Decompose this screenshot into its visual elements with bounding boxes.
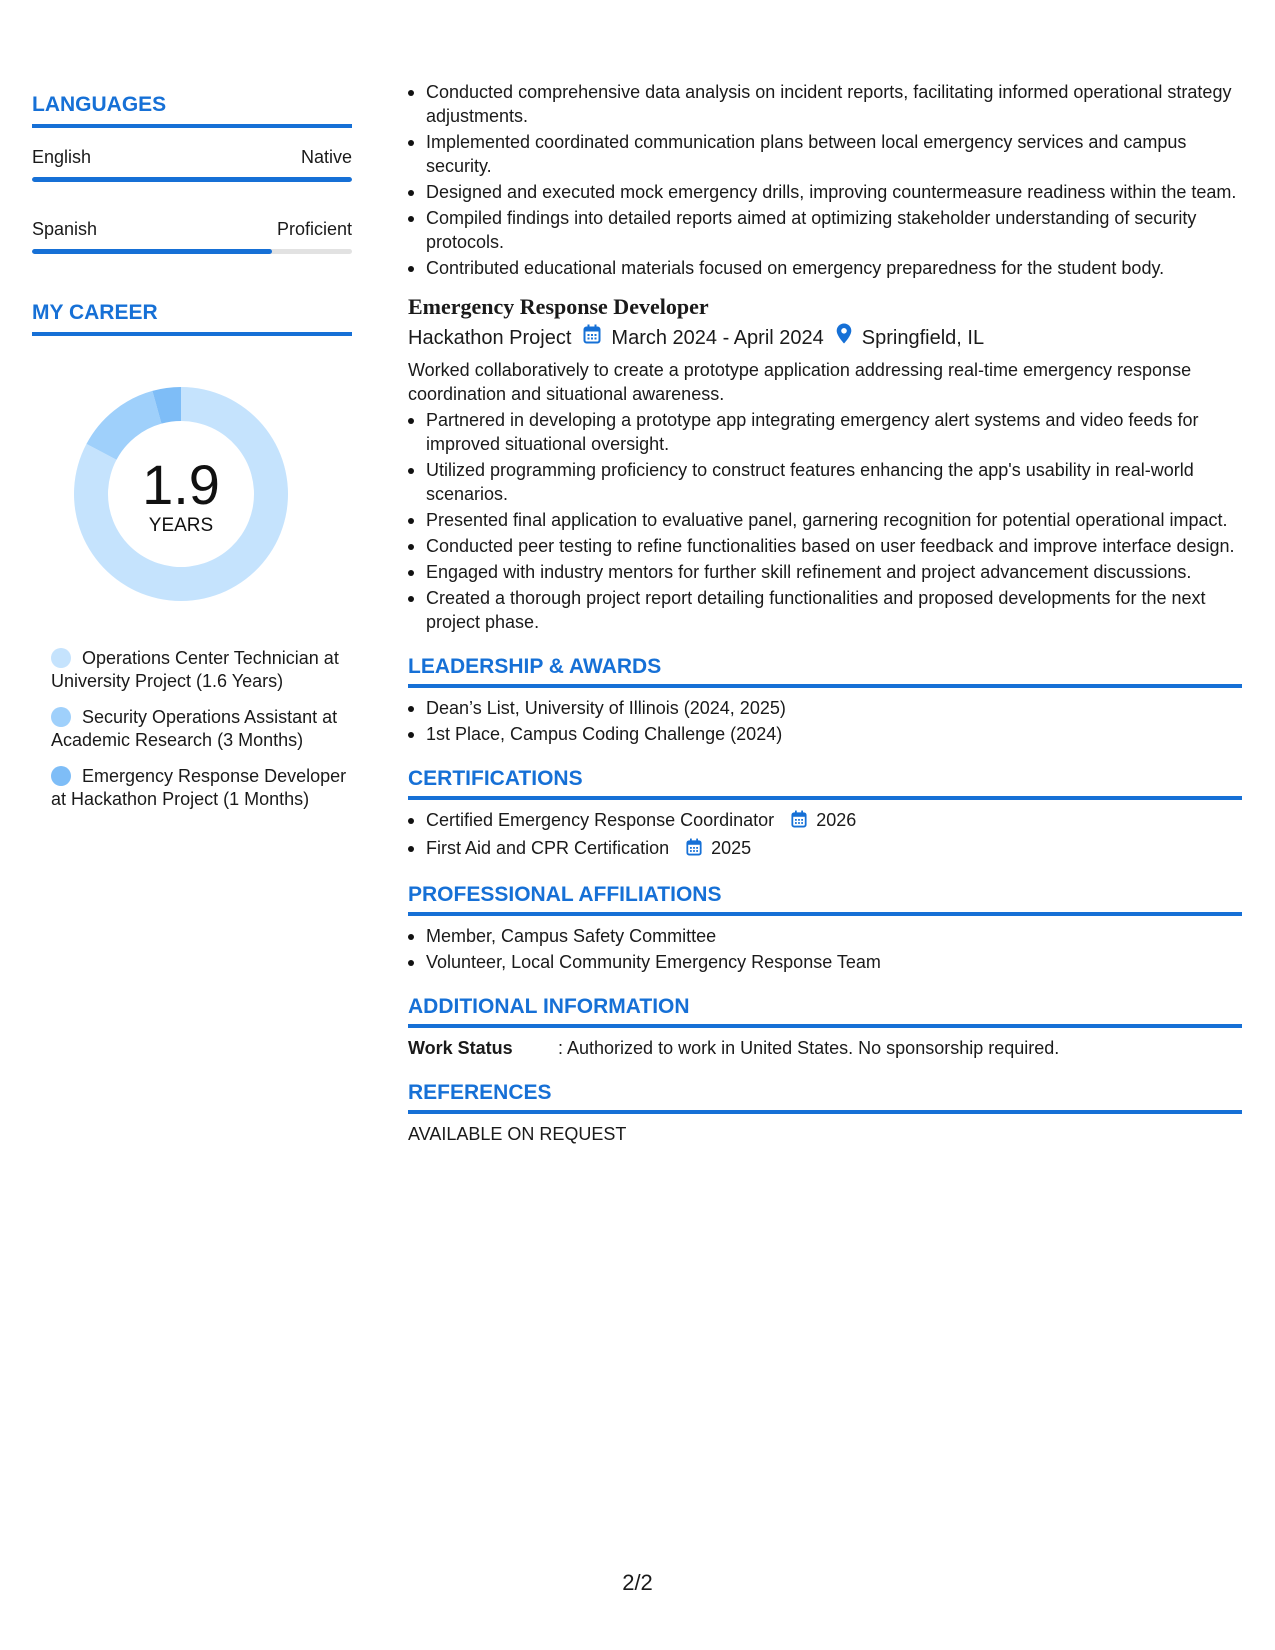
career-legend (32, 647, 352, 811)
calendar-icon (583, 324, 601, 352)
main-column (408, 80, 1242, 1146)
info-row (408, 1036, 1242, 1060)
legend-dot-icon (51, 707, 71, 727)
section-title: PROFESSIONAL AFFILIATIONS (408, 882, 1242, 916)
job-title: Emergency Response Developer (408, 294, 709, 319)
language-proficiency-fill (32, 177, 352, 182)
career-legend-item (51, 765, 352, 811)
list-item: 1st Place, Campus Coding Challenge (2024) (408, 722, 1242, 746)
job-entry (408, 294, 1242, 634)
list-item: Conducted peer testing to refine functionalities based on user feedback and improve interface design. (408, 534, 1242, 558)
career-donut-chart (66, 379, 296, 609)
career-legend-item (51, 647, 352, 693)
leadership-section (408, 654, 1242, 746)
references-text: AVAILABLE ON REQUEST (408, 1124, 627, 1144)
career-legend-label: Security Operations Assistant at Academic Research (3 Months) (51, 707, 338, 750)
career-total-unit: YEARS (148, 515, 214, 536)
list-item: Compiled findings into detailed reports aimed at optimizing stakeholder understanding of security protocols. (408, 206, 1242, 254)
info-key: Work Status (408, 1038, 513, 1058)
language-proficiency-fill (32, 249, 272, 254)
sidebar (32, 92, 352, 824)
references-section (408, 1080, 1242, 1146)
list-item: Utilized programming proficiency to construct features enhancing the app's usability in real-world scenarios. (408, 458, 1242, 506)
language-item (32, 218, 352, 254)
languages-list (32, 146, 352, 254)
job-dates: March 2024 - April 2024 (611, 326, 824, 349)
languages-title: LANGUAGES (32, 92, 352, 128)
job-bullets (408, 408, 1242, 634)
certifications-section (408, 766, 1242, 862)
list-item: Member, Campus Safety Committee (408, 924, 1242, 948)
job-location: Springfield, IL (861, 326, 985, 349)
list-item: Engaged with industry mentors for further skill refinement and project advancement discussions. (408, 560, 1242, 584)
job-meta (408, 323, 1242, 352)
certification-name: Certified Emergency Response Coordinator (426, 810, 775, 830)
map-pin-icon (836, 323, 852, 352)
list-item: Implemented coordinated communication plans between local emergency services and campus security. (408, 130, 1242, 178)
language-level: Proficient (276, 219, 352, 239)
certification-year: 2026 (816, 810, 857, 830)
section-title: REFERENCES (408, 1080, 1242, 1114)
section-title: LEADERSHIP & AWARDS (408, 654, 1242, 688)
list-item: Conducted comprehensive data analysis on incident reports, facilitating informed operational strategy adjustments. (408, 80, 1242, 128)
language-proficiency-bar (32, 249, 352, 254)
page-number: 2/2 (622, 1570, 653, 1595)
career-donut-center (66, 379, 296, 609)
job-description: Worked collaboratively to create a prototype application addressing real-time emergency response coordination and situational awareness. (408, 360, 1192, 404)
section-title: CERTIFICATIONS (408, 766, 1242, 800)
career-total-years: 1.9 (142, 453, 220, 516)
additional-information-section (408, 994, 1242, 1060)
language-level: Native (300, 147, 352, 167)
career-legend-label: Emergency Response Developer at Hackathon Project (1 Months) (51, 766, 347, 809)
list-item (408, 808, 1242, 834)
legend-dot-icon (51, 766, 71, 786)
legend-dot-icon (51, 648, 71, 668)
list-item: Contributed educational materials focused on emergency preparedness for the student body. (408, 256, 1242, 280)
info-value: : Authorized to work in United States. No sponsorship required. (558, 1038, 1060, 1058)
language-proficiency-bar (32, 177, 352, 182)
job-company: Hackathon Project (408, 326, 572, 349)
calendar-icon (791, 810, 807, 834)
list-item: Designed and executed mock emergency drills, improving countermeasure readiness within the team. (408, 180, 1242, 204)
list-item: Created a thorough project report detailing functionalities and proposed developments for the next project phase. (408, 586, 1242, 634)
career-section (32, 300, 352, 811)
calendar-icon (686, 838, 702, 862)
list-item: Partnered in developing a prototype app integrating emergency alert systems and video feeds for improved situational oversight. (408, 408, 1242, 456)
list-item (408, 836, 1242, 862)
list-item: Volunteer, Local Community Emergency Response Team (408, 950, 1242, 974)
list-item: Dean’s List, University of Illinois (2024, 2025) (408, 696, 1242, 720)
section-title: ADDITIONAL INFORMATION (408, 994, 1242, 1028)
career-legend-item (51, 706, 352, 752)
certification-year: 2025 (711, 838, 752, 858)
affiliations-section (408, 882, 1242, 974)
certification-name: First Aid and CPR Certification (426, 838, 670, 858)
language-name: Spanish (32, 219, 98, 239)
previous-job-bullets (408, 80, 1242, 280)
languages-section (32, 92, 352, 254)
language-name: English (32, 147, 92, 167)
language-item (32, 146, 352, 182)
career-legend-label: Operations Center Technician at University Project (1.6 Years) (51, 648, 339, 691)
career-title: MY CAREER (32, 300, 352, 336)
list-item: Presented final application to evaluative panel, garnering recognition for potential operational impact. (408, 508, 1242, 532)
